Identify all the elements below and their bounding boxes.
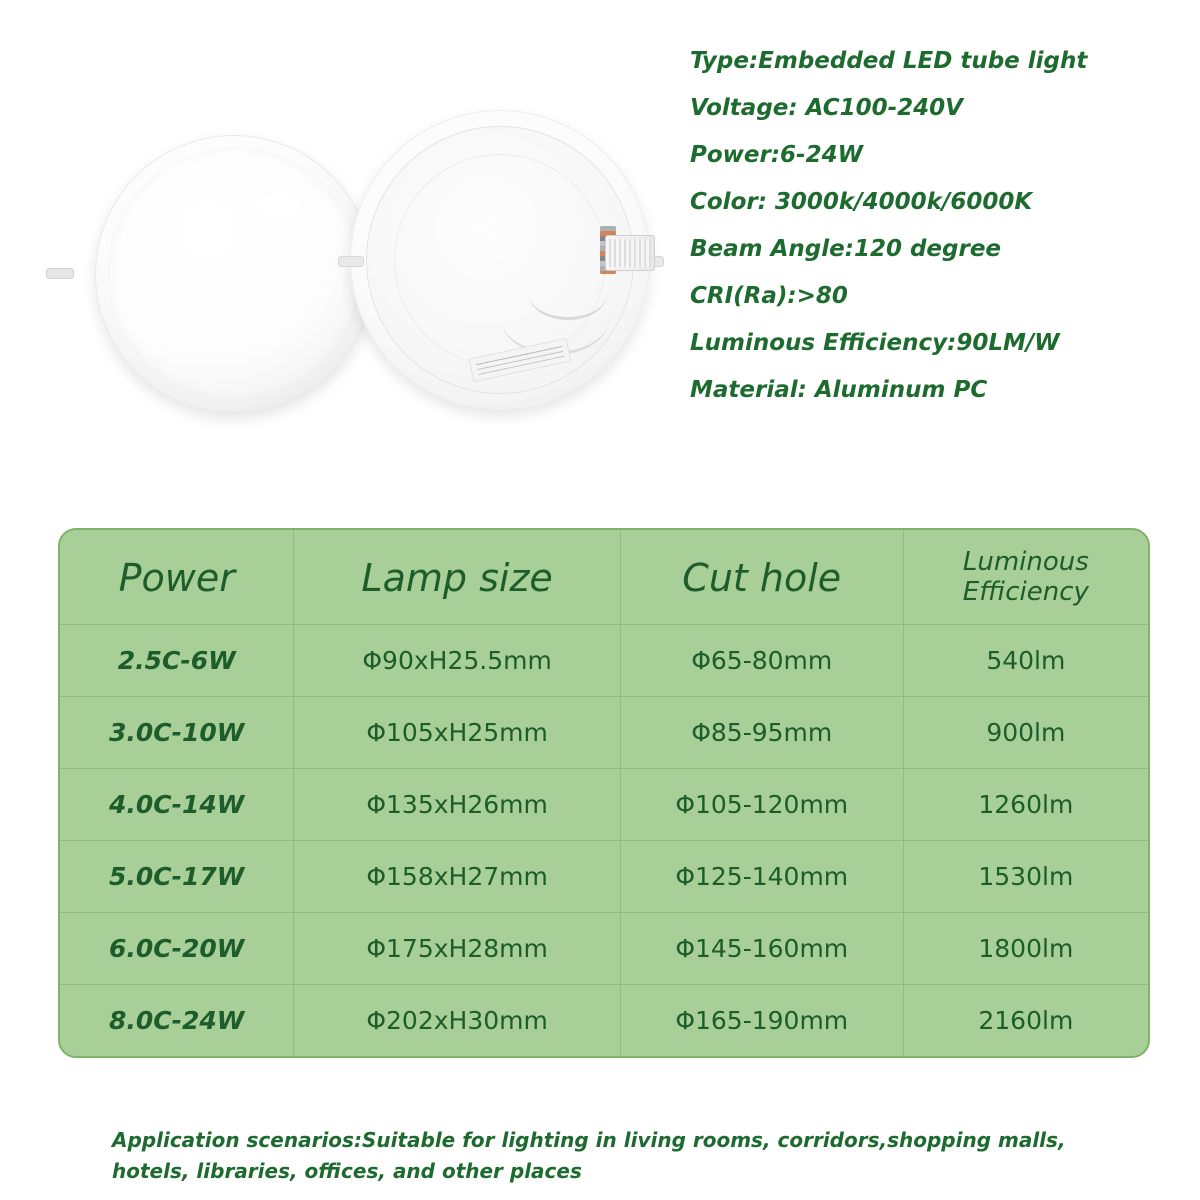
column-header-power: Power [60,530,294,624]
diffuser-panel [107,147,361,401]
cell-cut-hole: Φ105-120mm [620,768,903,840]
cell-power: 5.0C-17W [60,840,294,912]
spec-cri: CRI(Ra):>80 [690,283,848,309]
driver-terminal-block [605,235,655,271]
spec-type: Type:Embedded LED tube light [690,48,1088,74]
table-header-row [60,530,1148,624]
table-row [60,840,1148,912]
footer-line-1: Application scenarios:Suitable for lighting in living rooms, corridors,shopping malls, [112,1128,1066,1152]
column-header-luminous-efficiency: Luminous Efficiency [903,530,1148,624]
cell-luminous-efficiency: 1530lm [903,840,1148,912]
cell-lamp-size: Φ158xH27mm [294,840,620,912]
cell-cut-hole: Φ145-160mm [620,912,903,984]
cell-luminous-efficiency: 900lm [903,696,1148,768]
cell-luminous-efficiency: 1260lm [903,768,1148,840]
spec-color-temperature: Color: 3000k/4000k/6000K [690,189,1033,215]
cell-cut-hole: Φ65-80mm [620,624,903,696]
specification-list [690,50,1160,426]
cell-power: 6.0C-20W [60,912,294,984]
cell-lamp-size: Φ90xH25.5mm [294,624,620,696]
cell-power: 3.0C-10W [60,696,294,768]
spring-clip-back-left-icon [338,256,364,267]
footer-line-2: hotels, libraries, offices, and other places [112,1159,582,1183]
table-row [60,696,1148,768]
table-row [60,912,1148,984]
cell-lamp-size: Φ105xH25mm [294,696,620,768]
application-scenarios-note [112,1125,1132,1187]
spring-clip-left-icon [46,268,74,279]
downlight-front-view [95,135,373,413]
column-header-lamp-size: Lamp size [294,530,620,624]
table-row [60,984,1148,1056]
cell-cut-hole: Φ125-140mm [620,840,903,912]
specification-table [58,528,1150,1058]
spec-material: Material: Aluminum PC [690,377,988,403]
cell-power: 8.0C-24W [60,984,294,1056]
table-row [60,768,1148,840]
downlight-back-view [350,110,650,410]
cell-power: 4.0C-14W [60,768,294,840]
cell-cut-hole: Φ85-95mm [620,696,903,768]
cell-lamp-size: Φ135xH26mm [294,768,620,840]
spec-beam-angle: Beam Angle:120 degree [690,236,1002,262]
cell-luminous-efficiency: 2160lm [978,1005,1074,1035]
column-header-cut-hole: Cut hole [620,530,903,624]
table-row [60,624,1148,696]
terminal-fins [609,239,651,267]
spec-voltage: Voltage: AC100-240V [690,95,963,121]
cell-lamp-size: Φ202xH30mm [294,984,620,1056]
product-image-group [60,100,660,460]
cell-lamp-size: Φ175xH28mm [294,912,620,984]
cell-luminous-efficiency: 540lm [903,624,1148,696]
cell-cut-hole: Φ165-190mm [620,984,903,1056]
spec-power: Power:6-24W [690,142,863,168]
cell-power: 2.5C-6W [60,624,294,696]
spec-luminous-efficiency: Luminous Efficiency:90LM/W [690,330,1060,356]
power-size-table [60,530,1148,1056]
cell-luminous-efficiency: 1800lm [903,912,1148,984]
